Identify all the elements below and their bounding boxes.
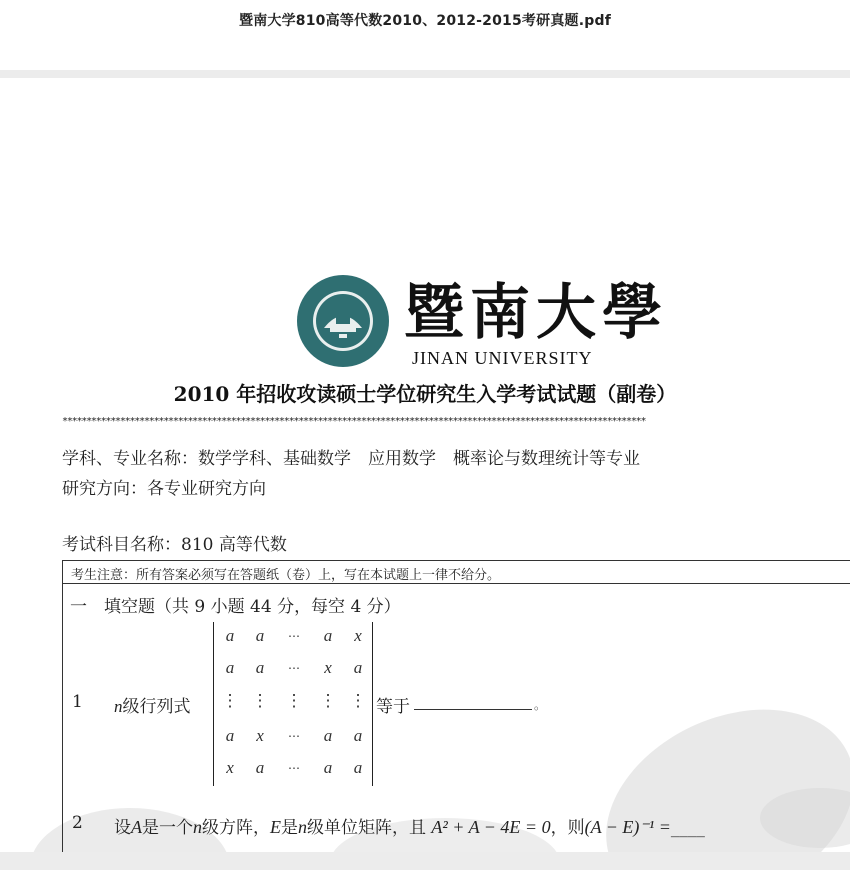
- question-text: 级方阵，: [202, 818, 270, 838]
- question-text: 级单位矩阵，且: [307, 818, 426, 838]
- matrix-cell: a: [353, 726, 363, 745]
- subject-line: 学科、专业名称：数学学科、基础数学 应用数学 概率论与数理统计等专业: [62, 449, 640, 469]
- matrix-cell: a: [353, 758, 363, 777]
- question-frame: [62, 584, 850, 852]
- matrix-cell: ⋮: [251, 691, 269, 711]
- direction-line: 研究方向：各专业研究方向: [62, 479, 266, 499]
- page-separator-bottom: [0, 852, 850, 870]
- school-name-cn: 暨南大學: [404, 278, 668, 348]
- matrix-cell: a: [353, 658, 363, 677]
- answer-blank: ____: [670, 818, 705, 838]
- matrix-cell: ⋮: [319, 691, 337, 711]
- question-text: 是: [281, 818, 298, 838]
- matrix-cell: a: [225, 626, 235, 645]
- course-line: 考试科目名称：810 高等代数: [62, 535, 287, 555]
- matrix-cell: a: [323, 758, 333, 777]
- matrix-cell: ⋮: [221, 691, 239, 711]
- document-title: 暨南大学810高等代数2010、2012-2015考研真题.pdf: [239, 13, 611, 29]
- question-2-text: [114, 813, 705, 838]
- matrix-cell: a: [323, 626, 333, 645]
- math-expression: (A − E)⁻¹ =: [584, 817, 671, 837]
- matrix-cell: x: [256, 726, 264, 745]
- page-separator-top: [0, 70, 850, 78]
- question-text: 是一个: [142, 818, 193, 838]
- star-divider: *************************************************************************************************************************: [62, 416, 646, 427]
- matrix-cell: ⋯: [288, 661, 300, 675]
- math-var: n: [114, 697, 123, 716]
- question-text: 级行列式: [122, 697, 191, 717]
- matrix-cell: ⋯: [288, 729, 300, 743]
- question-text: 设: [114, 818, 131, 838]
- section-title: 一 填空题（共 9 小题 44 分，每空 4 分）: [70, 597, 401, 617]
- question-1-prefix: [114, 692, 191, 717]
- matrix-cell: a: [225, 726, 235, 745]
- notice-text: 考生注意：所有答案必须写在答题纸（卷）上，写在本试题上一律不给分。: [71, 568, 501, 583]
- matrix-cell: a: [225, 658, 235, 677]
- question-1-end-mark: 。: [534, 698, 547, 712]
- university-seal-icon: [296, 274, 390, 368]
- matrix-cell: ⋮: [349, 691, 367, 711]
- math-var: E: [270, 817, 281, 837]
- question-number: 1: [72, 692, 83, 712]
- matrix-cell: ⋯: [288, 761, 300, 775]
- determinant: [213, 622, 373, 786]
- matrix-cell: a: [323, 726, 333, 745]
- matrix-cell: a: [255, 758, 265, 777]
- question-text: ，则: [550, 818, 585, 838]
- matrix-cell: x: [324, 658, 332, 677]
- question-number: 2: [72, 813, 83, 833]
- determinant-left-bar: [213, 622, 214, 786]
- matrix-cell: x: [354, 626, 362, 645]
- math-var: A: [131, 817, 142, 837]
- exam-title: 2010 年招收攻读硕士学位研究生入学考试试题（副卷）: [173, 382, 677, 406]
- matrix-cell: a: [255, 626, 265, 645]
- math-var: n: [298, 817, 307, 837]
- notice-box: [62, 560, 850, 584]
- answer-blank: [414, 709, 532, 710]
- math-equation: A² + A − 4E = 0: [431, 817, 551, 837]
- pdf-page: [0, 78, 850, 852]
- matrix-cell: ⋮: [285, 691, 303, 711]
- matrix-cell: x: [226, 758, 234, 777]
- math-var: n: [193, 817, 202, 837]
- matrix-cell: ⋯: [288, 629, 300, 643]
- question-1-suffix: 等于: [376, 697, 410, 717]
- document-title-bar: [0, 0, 850, 70]
- matrix-cell: a: [255, 658, 265, 677]
- school-name-en: JINAN UNIVERSITY: [412, 348, 593, 368]
